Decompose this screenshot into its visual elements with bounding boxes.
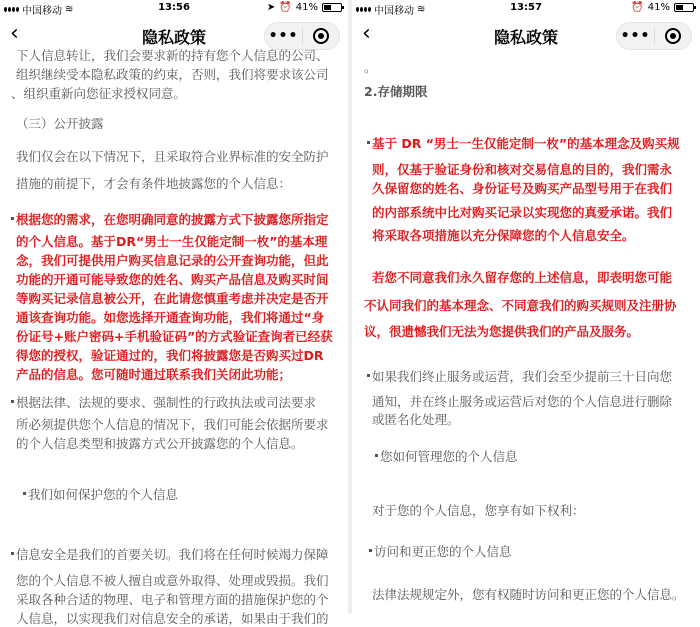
section-heading: 访问和更正您的个人信息 — [374, 544, 512, 559]
text-line: 所必须提供您个人信息的情况下，我们可能会依据所要求 — [16, 417, 329, 432]
status-bar — [0, 0, 348, 16]
text-line: 的个人信息类型和披露方式公开披露您的个人信息。 — [16, 436, 304, 451]
text-line: 念，我们可提供用户购买信息记录的公开查询功能，但此 — [16, 253, 329, 268]
text-line: 如果我们终止服务或运营，我们会至少提前三十日向您 — [372, 369, 673, 384]
alarm-icon: ⏰ — [631, 2, 644, 13]
page-title: 隐私政策 — [493, 28, 558, 47]
status-time: 13:56 — [158, 2, 190, 13]
text-line: 采取各种合适的物理、电子和管理方面的措施保护您的个 — [16, 592, 329, 607]
text-line: 产品的信息。您可随时通过联系我们关闭此功能； — [16, 367, 292, 382]
section-heading: 2.存储期限 — [364, 84, 428, 99]
text-line: 通知，并在终止服务或运营后对您的个人信息进行删除 — [372, 394, 673, 409]
more-dots-icon[interactable]: ••• — [620, 28, 651, 44]
wifi-icon: ≋ — [65, 4, 74, 15]
more-dots-icon[interactable]: ••• — [268, 28, 299, 44]
text-line: 根据您的需求，在您明确同意的披露方式下披露您所指定 — [16, 212, 329, 227]
right-screenshot — [352, 0, 700, 613]
section-heading: 我们如何保护您的个人信息 — [28, 487, 179, 502]
nav-bar — [352, 16, 700, 54]
status-bar — [352, 0, 700, 16]
text-line: 信息安全是我们的首要关切。我们将在任何时候竭力保障 — [16, 547, 329, 562]
policy-content — [352, 54, 700, 613]
text-line: 等购买记录信息被公开，在此请您慎重考虑并决定是否开 — [16, 291, 329, 306]
battery-percent: 41% — [295, 2, 318, 13]
text-line: 根据法律、法规的要求、强制性的行政执法或司法要求 — [16, 395, 317, 410]
text-line: 的内部系统中比对购买记录以实现您的真爱承诺。我们 — [372, 205, 673, 220]
text-line: 份证号+账户密码+手机验证码”的方式验证查询者已经获 — [16, 329, 333, 344]
battery-icon — [322, 3, 342, 12]
text-line: 得您的授权，验证通过的，我们将披露您是否购买过DR — [16, 348, 324, 363]
section-heading: （三）公开披露 — [16, 116, 104, 131]
section-heading: 您如何管理您的个人信息 — [380, 449, 518, 464]
text-line: 则，仅基于验证身份和核对交易信息的目的，我们需永 — [372, 162, 673, 177]
text-line: 通该查询功能。如您选择开通查询功能，我们将通过“身 — [16, 310, 325, 325]
location-icon: ➤ — [266, 2, 276, 13]
alarm-icon: ⏰ — [279, 2, 292, 13]
text-line: 不认同我们的基本理念、不同意我们的购买规则及注册协 — [364, 298, 677, 313]
close-circle-icon[interactable] — [655, 28, 691, 44]
text-line: 我们仅会在以下情况下，且采取符合业界标准的安全防护 — [16, 149, 329, 164]
text-line: 人信息，以实现我们对信息安全的承诺，如果由于我们的 — [16, 611, 329, 626]
page-title: 隐私政策 — [141, 28, 206, 47]
text-line: 组织继续受本隐私政策的约束，否则，我们将要求该公司 — [16, 67, 329, 82]
text-line: 的个人信息。基于DR“男士一生仅能定制一枚”的基本理 — [16, 234, 328, 249]
left-screenshot — [0, 0, 348, 626]
text-line: 您的个人信息不被人擅自或意外取得、处理或毁损。我们 — [16, 573, 329, 588]
text-line: 、组织重新向您征求授权同意。 — [11, 86, 187, 101]
policy-content — [0, 48, 348, 626]
text-line: 法律法规规定外，您有权随时访问和更正您的个人信息。 — [372, 587, 685, 602]
text-line: 久保留您的姓名、身份证号及购买产品型号用于在我们 — [372, 181, 673, 196]
back-chevron-icon[interactable]: ‹ — [10, 21, 19, 46]
carrier-label: 中国移动 — [374, 6, 414, 17]
text-line: 措施的前提下，才会有条件地披露您的个人信息： — [16, 176, 292, 191]
text-line: 下人信息转让，我们会要求新的持有您个人信息的公司、 — [16, 48, 329, 63]
text-line: 若您不同意我们永久留存您的上述信息，即表明您可能 — [372, 270, 673, 285]
back-chevron-icon[interactable]: ‹ — [362, 21, 371, 46]
carrier-label: 中国移动 — [22, 6, 62, 17]
text-line: 功能的开通可能导致您的姓名、购买产品信息及购买时间 — [16, 272, 329, 287]
mini-program-capsule — [616, 22, 692, 50]
battery-percent: 41% — [647, 2, 670, 13]
battery-icon — [674, 3, 694, 12]
text-line: 或匿名化处理。 — [372, 412, 460, 427]
text-line: 对于您的个人信息，您享有如下权利： — [372, 503, 585, 518]
text-line: 议，很遗憾我们无法为您提供我们的产品及服务。 — [364, 324, 640, 339]
text-line: 将采取各项措施以充分保障您的个人信息安全。 — [372, 228, 635, 243]
status-time: 13:57 — [510, 2, 542, 13]
close-circle-icon[interactable] — [303, 28, 339, 44]
wifi-icon: ≋ — [417, 4, 426, 15]
text-line: 。 — [364, 60, 377, 75]
text-line: 基于 DR “男士一生仅能定制一枚”的基本理念及购买规 — [372, 136, 680, 151]
